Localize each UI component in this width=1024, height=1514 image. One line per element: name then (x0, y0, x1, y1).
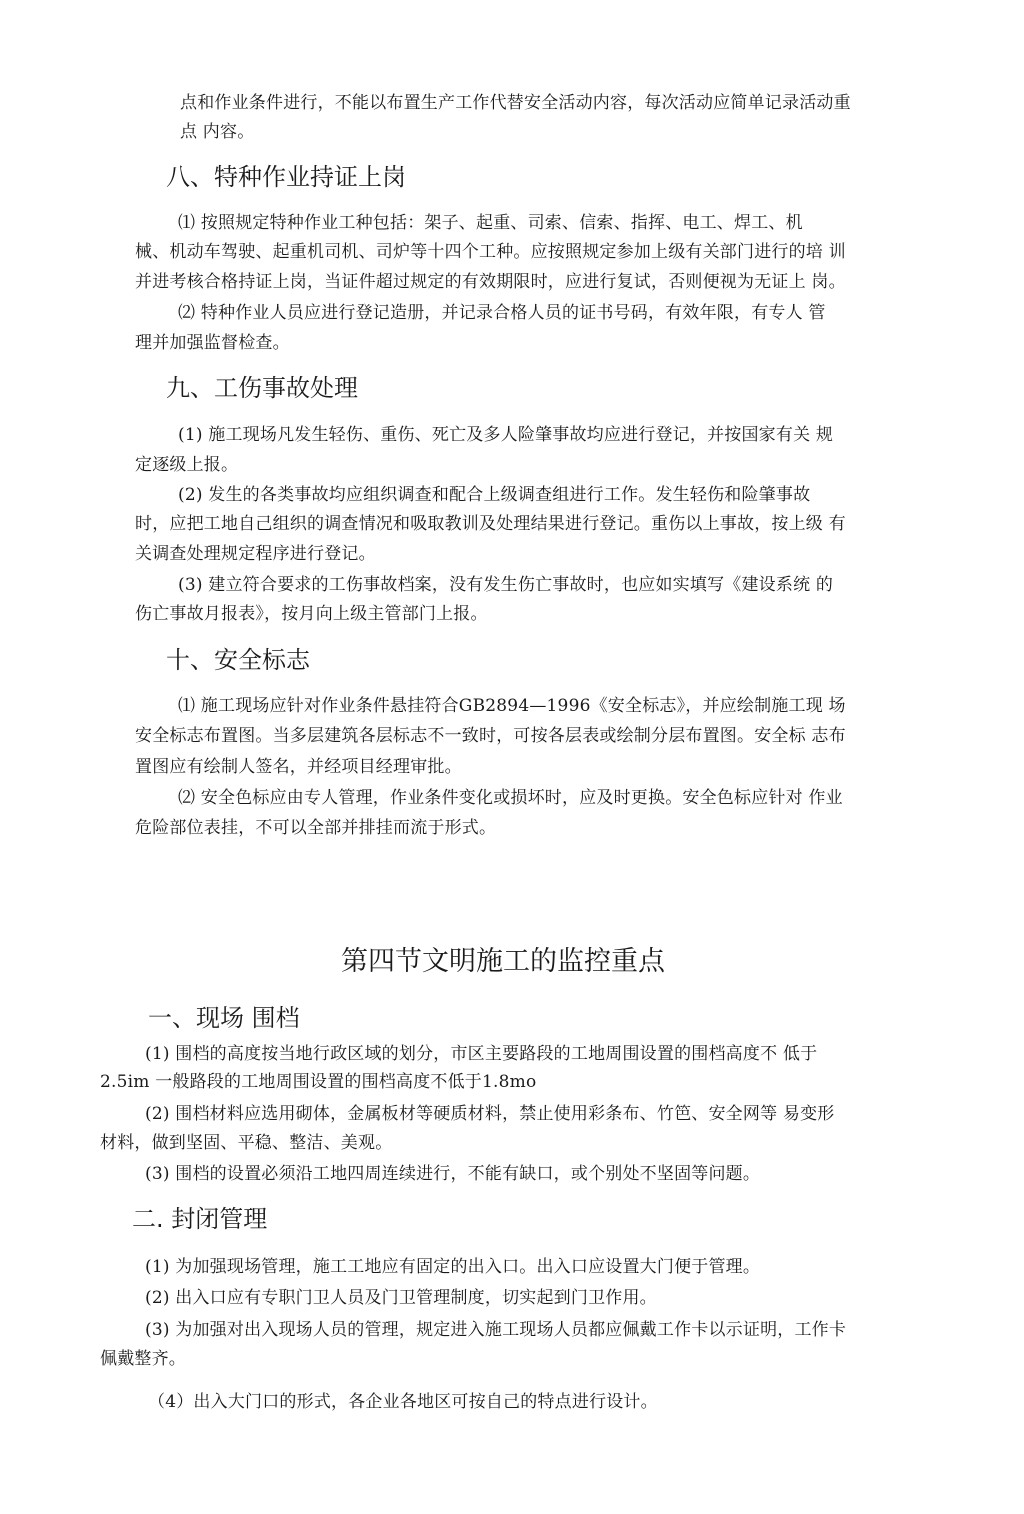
paragraph-line: (3) 围档的设置必须沿工地四周连续进行，不能有缺口，或个别处不坚固等问题。 (145, 1164, 761, 1184)
paragraph-line: 并进考核合格持证上岗，当证件超过规定的有效期限时，应进行复试，否则便视为无证上 岗。 (135, 272, 846, 292)
paragraph-line: (2) 发生的各类事故均应组织调查和配合上级调查组进行工作。发生轻伤和险肇事故 (178, 485, 811, 505)
paragraph-line: ⑵ 安全色标应由专人管理，作业条件变化或损坏时，应及时更换。安全色标应针对 作业 (178, 788, 843, 808)
section-heading: 九、工伤事故处理 (166, 374, 358, 402)
paragraph-line: (1) 围档的高度按当地行政区域的划分，市区主要路段的工地周围设置的围档高度不 低于 (145, 1044, 818, 1064)
paragraph-line: ⑴ 施工现场应针对作业条件悬挂符合GB2894—1996《安全标志》，并应绘制施工现 场 (178, 696, 846, 716)
paragraph-line: （4）出入大门口的形式，各企业各地区可按自己的特点进行设计。 (148, 1392, 658, 1412)
paragraph-line: (2) 围档材料应选用砌体，金属板材等硬质材料，禁止使用彩条布、竹笆、安全网等 易变形 (145, 1104, 835, 1124)
paragraph-line: 伤亡事故月报表》，按月向上级主管部门上报。 (135, 604, 488, 624)
paragraph-line: 佩戴整齐。 (100, 1349, 186, 1369)
paragraph-line: 材料，做到坚固、平稳、整洁、美观。 (100, 1133, 393, 1153)
paragraph-line: 危险部位表挂，不可以全部并排挂而流于形式。 (135, 818, 497, 838)
paragraph-line: 置图应有绘制人签名，并经项目经理审批。 (135, 757, 462, 777)
paragraph-line: 定逐级上报。 (135, 455, 239, 475)
chapter-title: 第四节文明施工的监控重点 (341, 946, 665, 977)
paragraph-line: 点 内容。 (180, 122, 255, 142)
section-heading: 八、特种作业持证上岗 (166, 163, 406, 191)
paragraph-line: ⑴ 按照规定特种作业工种包括：架子、起重、司索、信索、指挥、电工、焊工、机 (178, 213, 803, 233)
paragraph-line: 2.5im 一般路段的工地周围设置的围档高度不低于1.8mo (100, 1072, 537, 1092)
paragraph-line: (3) 建立符合要求的工伤事故档案，没有发生伤亡事故时，也应如实填写《建设系统 的 (178, 575, 834, 595)
paragraph-line: ⑵ 特种作业人员应进行登记造册，并记录合格人员的证书号码，有效年限，有专人 管 (178, 303, 826, 323)
paragraph-line: 时，应把工地自己组织的调查情况和吸取教训及处理结果进行登记。重伤以上事故，按上级 有 (135, 514, 846, 534)
paragraph-line: 械、机动车驾驶、起重机司机、司炉等十四个工种。应按照规定参加上级有关部门进行的培 训 (135, 242, 846, 262)
paragraph-line: (3) 为加强对出入现场人员的管理，规定进入施工现场人员都应佩戴工作卡以示证明，工作卡 (145, 1320, 847, 1340)
paragraph-line: 安全标志布置图。当多层建筑各层标志不一致时，可按各层表或绘制分层布置图。安全标 志布 (135, 726, 846, 746)
section-heading: 一、现场 围档 (148, 1004, 300, 1032)
section-heading: 十、安全标志 (166, 646, 310, 674)
paragraph-line: 点和作业条件进行，不能以布置生产工作代替安全活动内容，每次活动应简单记录活动重 (180, 93, 851, 113)
paragraph-line: (2) 出入口应有专职门卫人员及门卫管理制度，切实起到门卫作用。 (145, 1288, 657, 1308)
paragraph-line: 理并加强监督检查。 (135, 333, 290, 353)
section-heading: 二. 封闭管理 (132, 1205, 268, 1233)
paragraph-line: 关调查处理规定程序进行登记。 (135, 544, 376, 564)
paragraph-line: (1) 为加强现场管理，施工工地应有固定的出入口。出入口应设置大门便于管理。 (145, 1257, 761, 1277)
paragraph-line: (1) 施工现场凡发生轻伤、重伤、死亡及多人险肇事故均应进行登记，并按国家有关 规 (178, 425, 834, 445)
